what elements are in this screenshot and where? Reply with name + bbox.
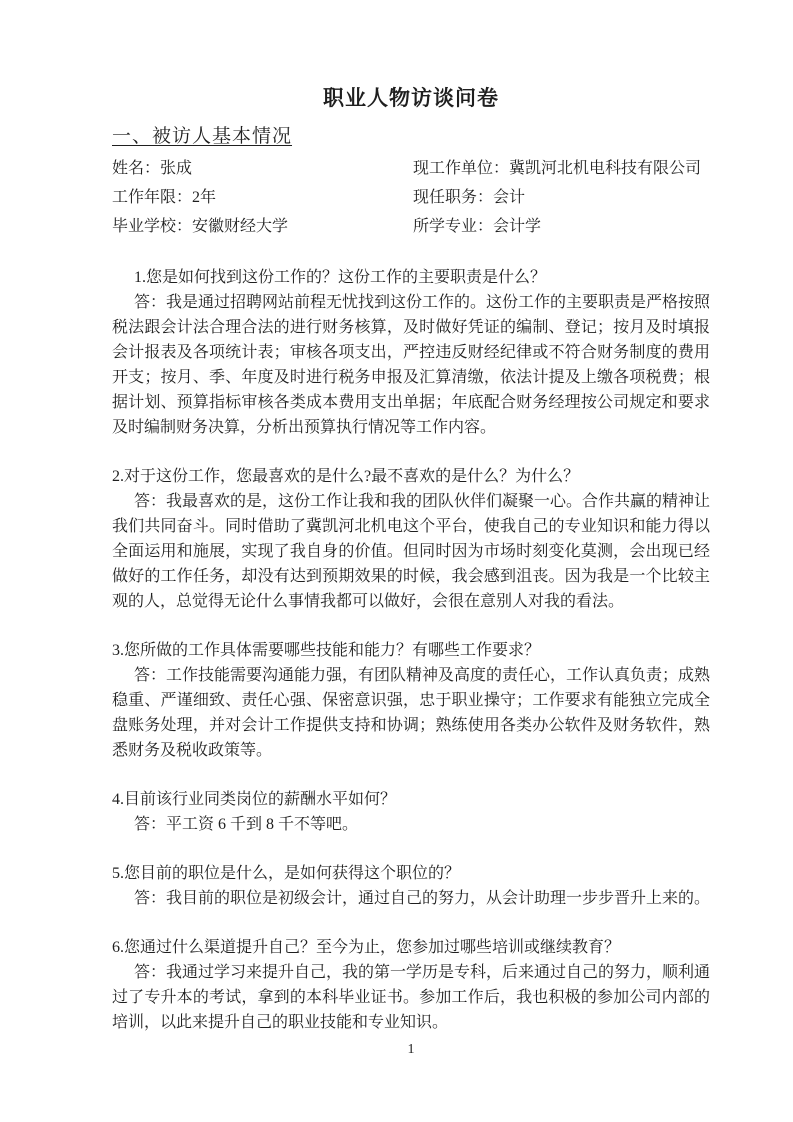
document-title: 职业人物访谈问卷 — [323, 86, 499, 110]
question-text-3: 3.您所做的工作具体需要哪些技能和能力？有哪些工作要求？ — [112, 642, 541, 659]
qa-block-1 — [112, 265, 710, 440]
info-row — [112, 212, 710, 241]
qa-block-3 — [112, 638, 710, 763]
answer-text-6: 答：我通过学习来提升自己，我的第一学历是专科，后来通过自己的努力，顺利通过了专升本的考试，拿到的本科毕业证书。参加工作后，我也积极的参加公司内部的培训，以此来提升自己的职业技能和专业知识。 — [112, 964, 711, 1031]
answer-text-4: 答：平工资 6 千到 8 千不等吧。 — [134, 816, 359, 833]
qa-block-5 — [112, 861, 710, 911]
answer-text-3: 答：工作技能需要沟通能力强，有团队精神及高度的责任心，工作认真负责；成熟稳重、严谨细致、责任心强、保密意识强，忠于职业操守；工作要求有能独立完成全盘账务处理，并对会计工作提供支持和协调；熟练使用各类办公软件及财务软件，熟悉财务及税收政策等。 — [112, 667, 711, 759]
question-text-6: 6.您通过什么渠道提升自己？至今为止，您参加过哪些培训或继续教育？ — [112, 939, 621, 956]
info-graduated-school: 毕业学校：安徽财经大学 — [112, 218, 289, 235]
question-text-4: 4.目前该行业同类岗位的薪酬水平如何？ — [112, 791, 397, 808]
info-name: 姓名：张成 — [112, 160, 193, 177]
question-text-2: 2.对于这份工作，您最喜欢的是什么?最不喜欢的是什么？为什么？ — [112, 468, 580, 485]
answer-text-1: 答：我是通过招聘网站前程无忧找到这份工作的。这份工作的主要职责是严格按照税法跟会计法合理合法的进行财务核算，及时做好凭证的编制、登记；按月及时填报会计报表及各项统计表；审核各项支出，严控违反财经纪律或不符合财务制度的费用开支；按月、季、年度及时进行税务申报及汇算清缴，依法计提及上缴各项税费；根据计划、预算指标审核各类成本费用支出单据；年底配合财务经理按公司规定和要求及时编制财务决算，分析出预算执行情况等工作内容。 — [112, 294, 711, 436]
info-major: 所学专业：会计学 — [413, 218, 542, 235]
question-text-5: 5.您目前的职位是什么，是如何获得这个职位的？ — [112, 865, 461, 882]
qa-block-4 — [112, 787, 710, 837]
document-content — [112, 0, 710, 1035]
info-current-position: 现任职务：会计 — [413, 189, 526, 206]
info-years-of-work: 工作年限：2年 — [112, 189, 217, 206]
info-employer: 现工作单位：冀凯河北机电科技有限公司 — [413, 160, 702, 177]
info-row — [112, 183, 710, 212]
qa-block-2 — [112, 464, 710, 614]
qa-block-6 — [112, 935, 710, 1035]
answer-text-5: 答：我目前的职位是初级会计，通过自己的努力，从会计助理一步步晋升上来的。 — [134, 890, 711, 907]
page-number: 1 — [407, 1042, 415, 1057]
interviewee-info-table — [112, 154, 710, 241]
question-text-1: 1.您是如何找到这份工作的？这份工作的主要职责是什么？ — [134, 269, 547, 286]
section-heading-basic-info: 一、被访人基本情况 — [112, 126, 293, 147]
answer-text-2: 答：我最喜欢的是，这份工作让我和我的团队伙伴们凝聚一心。合作共赢的精神让我们共同奋斗。同时借助了冀凯河北机电这个平台，使我自己的专业知识和能力得以全面运用和施展，实现了我自身的价值。但同时因为市场时刻变化莫测，会出现已经做好的工作任务，却没有达到预期效果的时候，我会感到沮丧。因为我是一个比较主观的人，总觉得无论什么事情我都可以做好，会很在意别人对我的看法。 — [112, 493, 711, 610]
info-row — [112, 154, 710, 183]
